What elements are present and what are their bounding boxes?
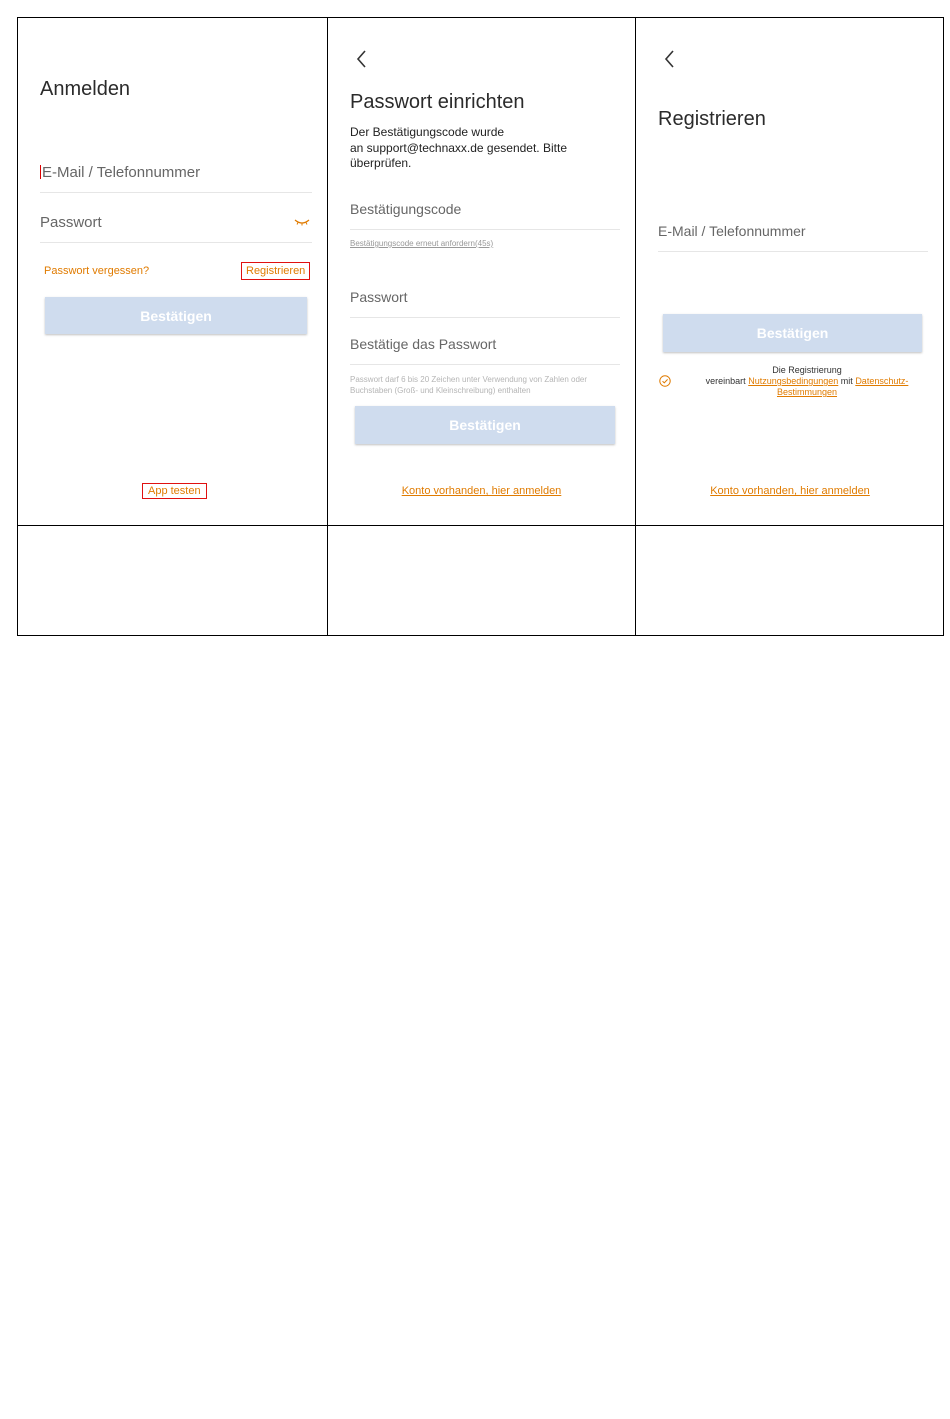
confirm-password-field[interactable]: Bestätige das Passwort (350, 336, 497, 352)
email-field[interactable] (40, 164, 200, 181)
hint-line: Passwort darf 6 bis 20 Zeichen unter Verwendung von Zahlen oder (350, 375, 588, 384)
info-line: Der Bestätigungscode wurde (350, 125, 505, 139)
text-cursor (40, 165, 41, 179)
divider (350, 229, 620, 230)
password-hint (350, 374, 587, 396)
divider (350, 317, 620, 318)
info-line: an support@technaxx.de gesendet. Bitte (350, 140, 567, 155)
terms-text: vereinbart (705, 376, 746, 386)
confirm-button[interactable]: Bestätigen (45, 297, 307, 334)
chevron-left-icon[interactable] (658, 47, 682, 71)
hint-line: Buchstaben (Groß- und Kleinschreibung) enthalten (350, 386, 531, 395)
divider (658, 251, 928, 252)
confirm-button[interactable]: Bestätigen (355, 406, 615, 444)
info-line: überprüfen. (350, 156, 412, 170)
confirm-button[interactable]: Bestätigen (663, 314, 922, 352)
terms-agreement (678, 365, 936, 398)
divider (40, 242, 312, 243)
page-title: Anmelden (40, 78, 131, 100)
terms-text: mit (840, 376, 853, 386)
register-screen (636, 18, 944, 525)
password-field[interactable]: Passwort (350, 289, 408, 305)
row-divider (18, 525, 943, 526)
page-title: Registrieren (658, 108, 766, 130)
existing-account-link[interactable]: Konto vorhanden, hier anmelden (710, 485, 870, 497)
verification-info (350, 125, 567, 172)
eye-closed-icon[interactable] (294, 218, 310, 226)
screenshot-grid (17, 17, 944, 636)
email-field[interactable]: E-Mail / Telefonnummer (658, 223, 806, 239)
verification-code-field[interactable]: Bestätigungscode (350, 201, 462, 217)
test-app-link[interactable]: App testen (142, 483, 207, 499)
set-password-screen (328, 18, 635, 525)
divider (40, 192, 312, 193)
page-title: Passwort einrichten (350, 91, 525, 113)
login-screen (18, 18, 327, 525)
forgot-password-link[interactable]: Passwort vergessen? (44, 265, 150, 277)
terms-of-use-link[interactable]: Nutzungsbedingungen (748, 376, 839, 386)
existing-account-link[interactable]: Konto vorhanden, hier anmelden (401, 485, 562, 497)
terms-text: Die Registrierung (772, 365, 842, 375)
privacy-policy-link[interactable]: Bestimmungen (776, 387, 838, 397)
register-link[interactable]: Registrieren (241, 262, 310, 280)
password-field[interactable]: Passwort (40, 214, 102, 231)
email-placeholder: E-Mail / Telefonnummer (42, 164, 201, 181)
privacy-policy-link[interactable]: Datenschutz- (855, 376, 909, 386)
chevron-left-icon[interactable] (350, 47, 374, 71)
check-circle-icon[interactable] (659, 375, 671, 387)
resend-code-link[interactable]: Bestätigungscode erneut anfordern(45s) (350, 239, 494, 248)
divider (350, 364, 620, 365)
